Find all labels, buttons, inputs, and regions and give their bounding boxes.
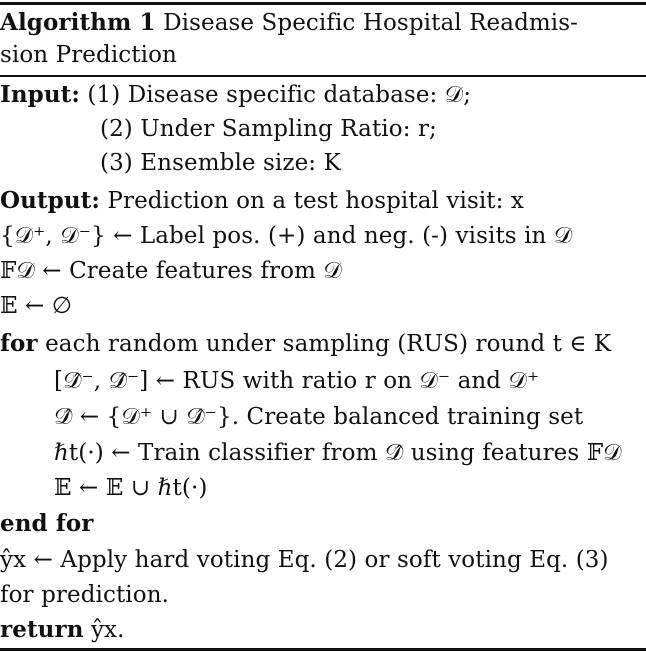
return-line <box>0 615 125 645</box>
step-create-features: 𝔽𝒟 ← Create features from 𝒟 <box>0 258 342 284</box>
algorithm-title-line2: sion Prediction <box>0 42 177 68</box>
end-for: end for <box>0 510 94 537</box>
input-item-3: (3) Ensemble size: K <box>100 150 341 176</box>
for-line <box>0 329 611 359</box>
return-keyword: return <box>0 616 84 643</box>
input-item-2: (2) Under Sampling Ratio: r; <box>100 116 437 142</box>
title-rule <box>0 75 646 77</box>
algorithm-title-line1 <box>0 8 578 38</box>
top-rule <box>0 2 646 5</box>
output-label: Output: <box>0 187 100 214</box>
input-item-1: (1) Disease specific database: 𝒟; <box>87 82 472 108</box>
loop-step-balanced-set: 𝒟̂ ← {𝒟⁺ ∪ 𝒟̂⁻}. Create balanced training set <box>54 404 584 430</box>
loop-step-add-ensemble: 𝔼 ← 𝔼 ∪ ℏt(·) <box>54 475 208 501</box>
input-line-1 <box>0 80 471 110</box>
output-text: Prediction on a test hospital visit: x <box>107 188 524 214</box>
step-init-ensemble: 𝔼 ← ∅ <box>0 293 72 319</box>
algorithm-title: Disease Specific Hospital Readmis- <box>163 10 579 36</box>
loop-step-rus: [𝒟̂⁻, 𝒟̂⁻] ← RUS with ratio r on 𝒟⁻ and 𝒟⁺ <box>54 368 540 394</box>
algorithm-number: Algorithm 1 <box>0 9 156 36</box>
return-value: ŷx. <box>90 617 125 643</box>
input-label: Input: <box>0 81 80 108</box>
output-line <box>0 186 524 216</box>
final-step-prediction: for prediction. <box>0 582 170 608</box>
loop-step-train-classifier: ℏt(·) ← Train classifier from 𝒟̂ using features 𝔽𝒟 <box>54 440 622 466</box>
for-keyword: for <box>0 330 38 357</box>
for-condition: each random under sampling (RUS) round t ∈ K <box>45 331 612 357</box>
final-step-voting: ŷx ← Apply hard voting Eq. (2) or soft voting Eq. (3) <box>0 547 609 573</box>
step-label-visits: {𝒟⁺, 𝒟⁻} ← Label pos. (+) and neg. (-) visits in 𝒟 <box>0 223 573 249</box>
bottom-rule <box>0 648 646 651</box>
